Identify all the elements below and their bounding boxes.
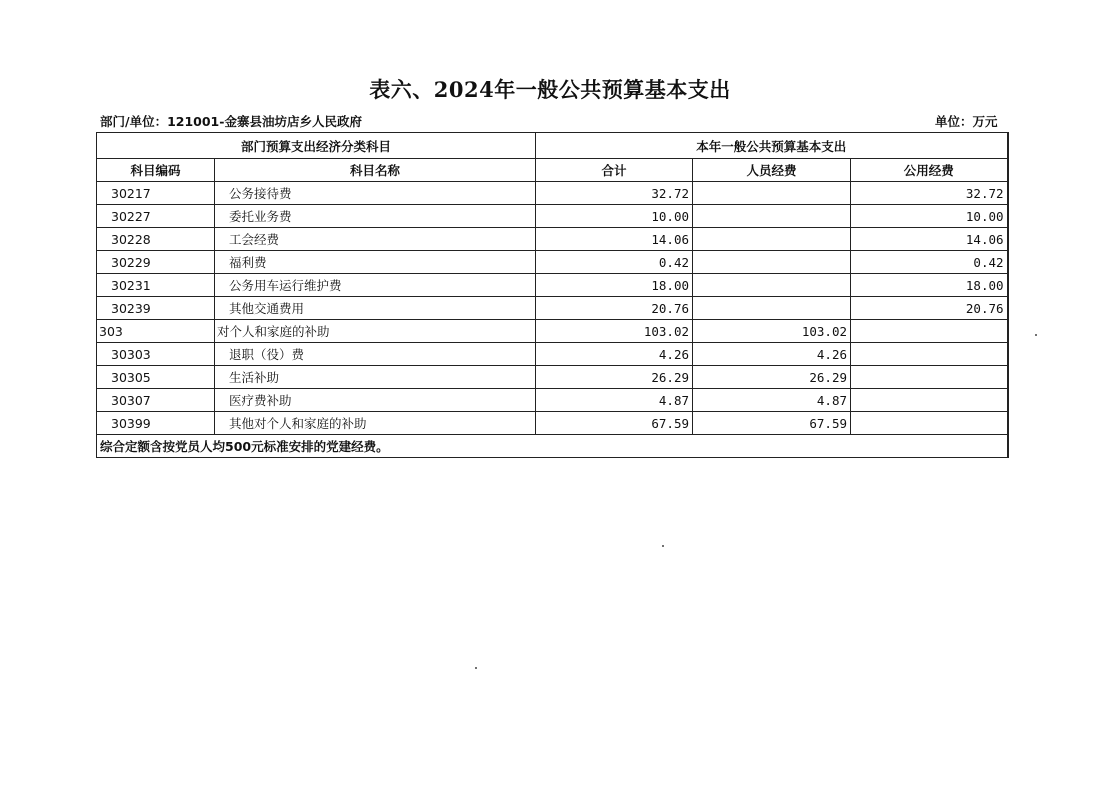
budget-table (96, 132, 1009, 458)
row-total: 103.02 (536, 320, 693, 343)
row-public (851, 366, 1008, 389)
row-name: 委托业务费 (215, 205, 536, 228)
row-name: 对个人和家庭的补助 (215, 320, 536, 343)
row-total: 18.00 (536, 274, 693, 297)
table-row (97, 205, 1008, 228)
column-header-public: 公用经费 (851, 159, 1008, 182)
row-code: 30227 (97, 205, 215, 228)
row-name: 医疗费补助 (215, 389, 536, 412)
row-personnel: 4.87 (693, 389, 851, 412)
row-name: 福利费 (215, 251, 536, 274)
table-row (97, 182, 1008, 205)
table-column-header-row (97, 159, 1008, 182)
row-personnel (693, 274, 851, 297)
row-code: 30399 (97, 412, 215, 435)
row-code: 30239 (97, 297, 215, 320)
row-personnel (693, 251, 851, 274)
row-personnel: 67.59 (693, 412, 851, 435)
unit-label: 单位：万元 (935, 114, 998, 129)
column-header-total: 合计 (536, 159, 693, 182)
table-row (97, 389, 1008, 412)
row-name: 其他交通费用 (215, 297, 536, 320)
row-personnel (693, 297, 851, 320)
table-body (97, 182, 1008, 435)
row-total: 32.72 (536, 182, 693, 205)
row-personnel: 26.29 (693, 366, 851, 389)
table-row (97, 251, 1008, 274)
row-personnel (693, 182, 851, 205)
row-name: 退职（役）费 (215, 343, 536, 366)
table-group-header-row (97, 133, 1008, 159)
table-row (97, 320, 1008, 343)
column-header-name: 科目名称 (215, 159, 536, 182)
row-name: 其他对个人和家庭的补助 (215, 412, 536, 435)
scan-speck (1035, 334, 1037, 336)
scan-speck (662, 545, 664, 547)
row-total: 20.76 (536, 297, 693, 320)
row-total: 67.59 (536, 412, 693, 435)
row-code: 30305 (97, 366, 215, 389)
row-total: 4.87 (536, 389, 693, 412)
department-label: 部门/单位：121001-金寨县油坊店乡人民政府 (100, 114, 362, 129)
row-public: 0.42 (851, 251, 1008, 274)
table-row (97, 366, 1008, 389)
row-code: 303 (97, 320, 215, 343)
row-name: 工会经费 (215, 228, 536, 251)
row-code: 30229 (97, 251, 215, 274)
row-name: 公务用车运行维护费 (215, 274, 536, 297)
row-public (851, 412, 1008, 435)
column-header-personnel: 人员经费 (693, 159, 851, 182)
row-total: 0.42 (536, 251, 693, 274)
row-total: 4.26 (536, 343, 693, 366)
row-code: 30228 (97, 228, 215, 251)
table-row (97, 274, 1008, 297)
row-public (851, 389, 1008, 412)
table-row (97, 228, 1008, 251)
table-row (97, 412, 1008, 435)
row-public: 20.76 (851, 297, 1008, 320)
row-personnel: 4.26 (693, 343, 851, 366)
row-public: 18.00 (851, 274, 1008, 297)
table-note: 综合定额含按党员人均500元标准安排的党建经费。 (97, 435, 1008, 458)
row-total: 26.29 (536, 366, 693, 389)
table-row (97, 343, 1008, 366)
row-name: 公务接待费 (215, 182, 536, 205)
row-personnel (693, 228, 851, 251)
row-name: 生活补助 (215, 366, 536, 389)
row-public (851, 343, 1008, 366)
group-header-expenditure: 本年一般公共预算基本支出 (536, 133, 1008, 159)
table-note-row (97, 435, 1008, 458)
row-code: 30231 (97, 274, 215, 297)
table-row (97, 297, 1008, 320)
group-header-classification: 部门预算支出经济分类科目 (97, 133, 536, 159)
row-public: 32.72 (851, 182, 1008, 205)
row-personnel: 103.02 (693, 320, 851, 343)
row-public (851, 320, 1008, 343)
row-total: 10.00 (536, 205, 693, 228)
column-header-code: 科目编码 (97, 159, 215, 182)
row-public: 14.06 (851, 228, 1008, 251)
scan-speck (475, 667, 477, 669)
row-personnel (693, 205, 851, 228)
row-code: 30303 (97, 343, 215, 366)
page-title: 表六、2024年一般公共预算基本支出 (369, 77, 731, 102)
row-total: 14.06 (536, 228, 693, 251)
row-code: 30307 (97, 389, 215, 412)
row-public: 10.00 (851, 205, 1008, 228)
row-code: 30217 (97, 182, 215, 205)
